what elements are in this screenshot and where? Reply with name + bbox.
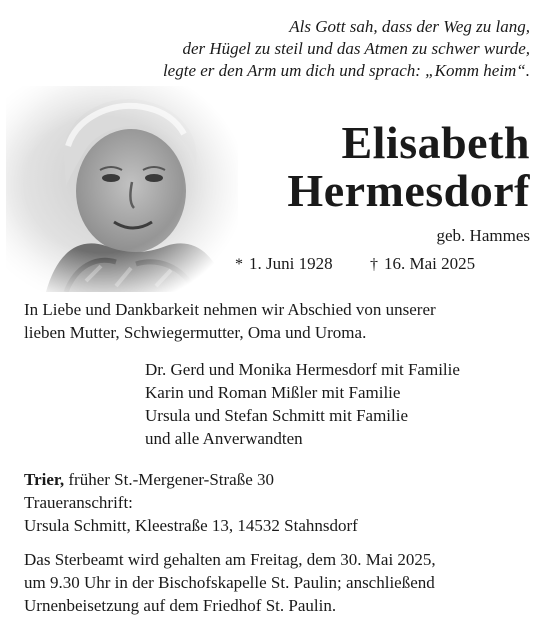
city: Trier, xyxy=(24,470,65,489)
birth-star-icon: * xyxy=(235,256,243,273)
first-name: Elisabeth xyxy=(341,117,530,168)
service-info xyxy=(24,548,539,617)
farewell-line: In Liebe und Dankbarkeit nehmen wir Abschied von unserer xyxy=(24,300,436,319)
address-block xyxy=(24,468,358,537)
death-date-line xyxy=(370,254,475,274)
birth-date-line xyxy=(235,254,333,274)
portrait-image xyxy=(6,86,238,292)
mourner-line: und alle Anverwandten xyxy=(145,429,303,448)
last-name: Hermesdorf xyxy=(287,165,530,216)
mail-label: Traueranschrift: xyxy=(24,493,133,512)
poem-line: legte er den Arm um dich und sprach: „Komm heim“. xyxy=(162,61,530,80)
death-date: 16. Mai 2025 xyxy=(384,254,476,273)
farewell-line: lieben Mutter, Schwiegermutter, Oma und Uroma. xyxy=(24,323,367,342)
birth-date: 1. Juni 1928 xyxy=(249,254,333,273)
poem-line: Als Gott sah, dass der Weg zu lang, xyxy=(289,17,530,36)
mourner-line: Karin und Roman Mißler mit Familie xyxy=(145,383,401,402)
mourner-line: Dr. Gerd und Monika Hermesdorf mit Familie xyxy=(145,360,460,379)
city-line xyxy=(24,468,358,491)
mourner-line: Ursula und Stefan Schmitt mit Familie xyxy=(145,406,409,425)
poem xyxy=(30,16,530,82)
service-line: um 9.30 Uhr in der Bischofskapelle St. Paulin; anschließend xyxy=(24,573,435,592)
poem-line: der Hügel zu steil und das Atmen zu schwer wurde, xyxy=(182,39,530,58)
portrait-photo xyxy=(6,86,238,292)
death-cross-icon: † xyxy=(370,256,378,273)
mourners-list xyxy=(145,358,460,450)
farewell-text xyxy=(24,298,534,344)
maiden-name: geb. Hammes xyxy=(436,226,530,245)
former-address: früher St.-Mergener-Straße 30 xyxy=(64,470,275,489)
service-line: Urnenbeisetzung auf dem Friedhof St. Paulin. xyxy=(24,596,337,615)
service-line: Das Sterbeamt wird gehalten am Freitag, dem 30. Mai 2025, xyxy=(24,550,436,569)
mail-address: Ursula Schmitt, Kleestraße 13, 14532 Stahnsdorf xyxy=(24,516,358,535)
